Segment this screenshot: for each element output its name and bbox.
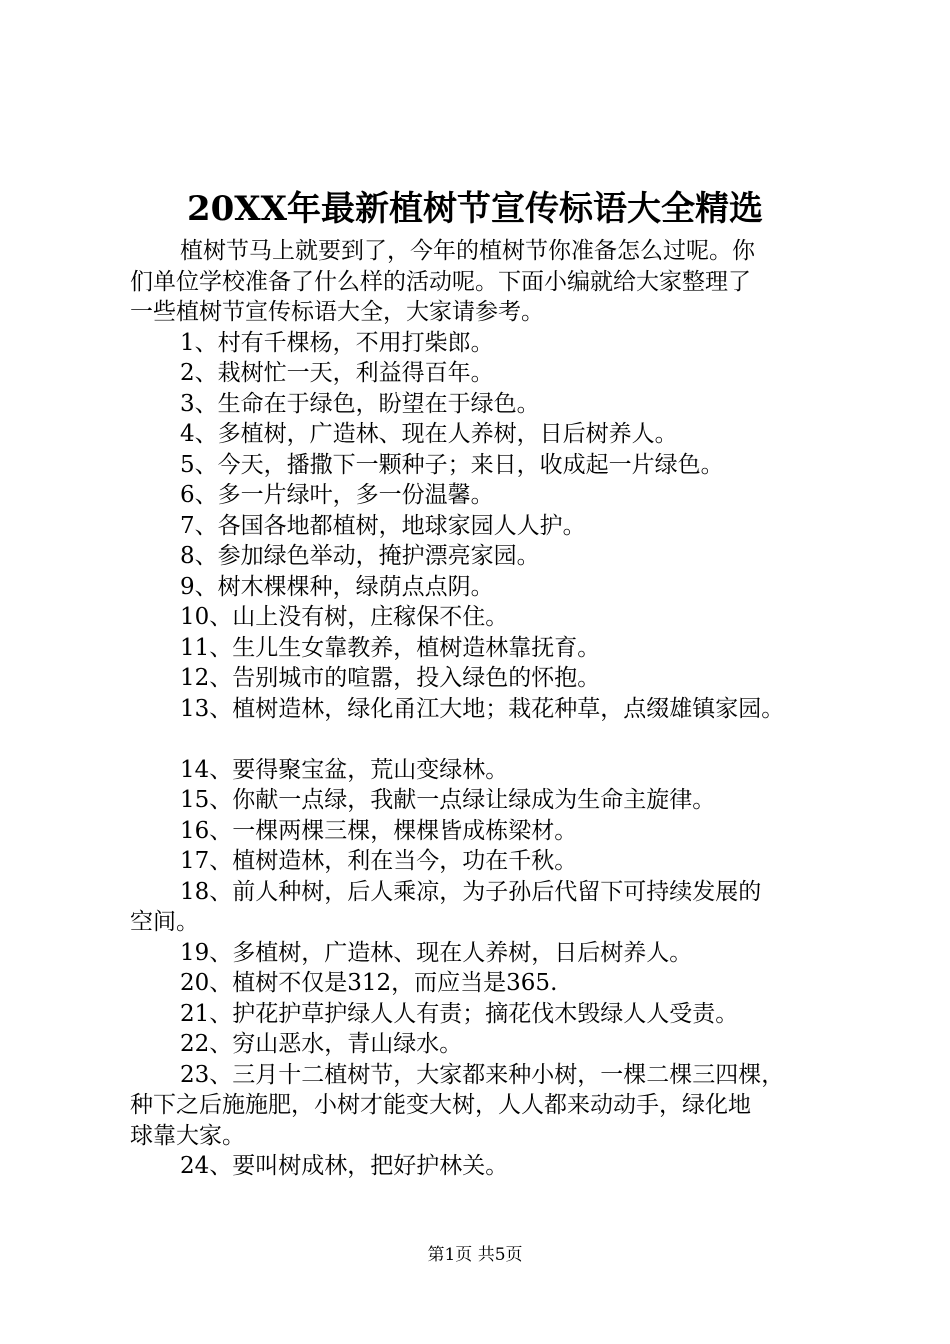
slogan-item-20: 20、植树不仅是312，而应当是365. — [180, 970, 558, 996]
slogan-item-2: 2、栽树忙一天，利益得百年。 — [180, 360, 494, 386]
slogan-item-24: 24、要叫树成林，把好护林关。 — [180, 1153, 509, 1179]
slogan-item-11: 11、生儿生女靠教养，植树造林靠抚育。 — [180, 634, 601, 661]
slogan-item-15: 15、你献一点绿，我献一点绿让绿成为生命主旋律。 — [180, 787, 716, 813]
slogan-item-16: 16、一棵两棵三棵，棵棵皆成栋梁材。 — [180, 817, 578, 844]
slogan-item-23-continued-2: 球靠大家。 — [130, 1122, 245, 1149]
slogan-item-14: 14、要得聚宝盆，荒山变绿林。 — [180, 756, 509, 783]
slogan-item-6: 6、多一片绿叶，多一份温馨。 — [180, 482, 494, 508]
slogan-item-23-continued-1: 种下之后施施肥，小树才能变大树，人人都来动动手，绿化地 — [130, 1092, 751, 1118]
document-title: 20XX年最新植树节宣传标语大全精选 — [186, 189, 764, 229]
slogan-item-17: 17、植树造林，利在当今，功在千秋。 — [180, 848, 578, 874]
slogan-item-12: 12、告别城市的喧嚣，投入绿色的怀抱。 — [180, 665, 601, 691]
slogan-item-9: 9、树木棵棵种，绿荫点点阴。 — [180, 573, 494, 600]
slogan-item-19: 19、多植树，广造林、现在人养树，日后树养人。 — [180, 939, 693, 966]
slogan-item-18-continued: 空间。 — [130, 909, 199, 935]
slogan-item-7: 7、各国各地都植树，地球家园人人护。 — [180, 512, 586, 539]
slogan-item-4: 4、多植树，广造林、现在人养树，日后树养人。 — [180, 421, 678, 447]
slogan-item-18: 18、前人种树，后人乘凉，为子孙后代留下可持续发展的 — [180, 878, 762, 905]
slogan-item-8: 8、参加绿色举动，掩护漂亮家园。 — [180, 543, 540, 569]
intro-line-2: 们单位学校准备了什么样的活动呢。下面小编就给大家整理了 — [130, 268, 751, 295]
slogan-item-5: 5、今天，播撒下一颗种子；来日，收成起一片绿色。 — [180, 451, 724, 478]
slogan-item-23: 23、三月十二植树节，大家都来种小树，一棵二棵三四棵， — [180, 1061, 785, 1088]
blank-line — [130, 724, 850, 755]
slogan-item-10: 10、山上没有树，庄稼保不住。 — [180, 604, 509, 630]
page-footer: 第1页 共5页 — [427, 1245, 523, 1265]
slogan-item-1: 1、村有千棵杨，不用打柴郎。 — [180, 329, 494, 356]
slogan-item-22: 22、穷山恶水，青山绿水。 — [180, 1031, 463, 1057]
slogan-item-3: 3、生命在于绿色，盼望在于绿色。 — [180, 390, 540, 417]
document-body — [130, 236, 850, 1182]
slogan-item-21: 21、护花护草护绿人人有责；摘花伐木毁绿人人受责。 — [180, 1000, 739, 1027]
intro-line-3: 一些植树节宣传标语大全，大家请参考。 — [130, 299, 544, 325]
intro-line-1: 植树节马上就要到了，今年的植树节你准备怎么过呢。你 — [180, 238, 755, 264]
slogan-item-13: 13、植树造林，绿化甬江大地；栽花种草，点缀雄镇家园。 — [180, 695, 785, 722]
